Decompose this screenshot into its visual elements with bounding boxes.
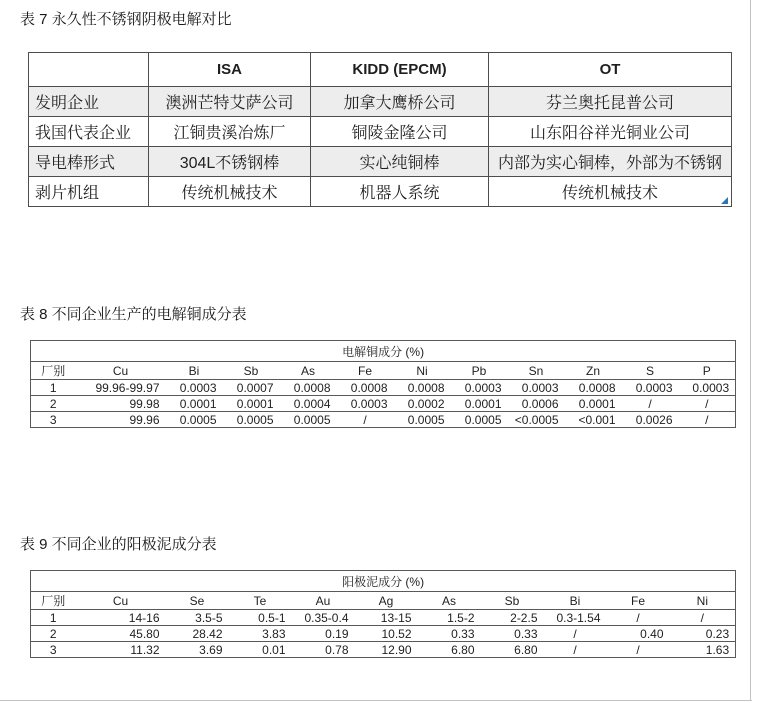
table-cell: 0.33 (481, 626, 544, 642)
table-cell: 剥片机组 (29, 177, 149, 207)
column-header (29, 53, 149, 87)
table-cell: 0.0003 (166, 380, 223, 396)
table-cell: 0.0007 (223, 380, 280, 396)
table-cell: 0.0003 (451, 380, 508, 396)
table-cell: 传统机械技术 (149, 177, 311, 207)
table-cell: 45.80 (76, 626, 166, 642)
column-header: 厂别 (31, 362, 76, 380)
table-cell: 11.32 (76, 642, 166, 658)
page-edge-right (750, 0, 751, 701)
table-cell: 1 (31, 380, 76, 396)
column-header: KIDD (EPCM) (311, 53, 489, 87)
table-cell: 28.42 (166, 626, 229, 642)
table8-host (30, 340, 735, 428)
table-cell: / (607, 610, 670, 626)
table-cell: 0.3-1.54 (544, 610, 607, 626)
table-cell: 0.0003 (679, 380, 736, 396)
span-header-row (31, 571, 736, 592)
table-cell: / (607, 642, 670, 658)
table-cell: 0.0008 (394, 380, 451, 396)
table-cell: 1 (31, 610, 76, 626)
table-cell: 发明企业 (29, 87, 149, 117)
table-row (31, 396, 736, 412)
table-cell: 内部为实心铜棒，外部为不锈钢 (489, 147, 732, 177)
table-cell: 6.80 (481, 642, 544, 658)
column-header: Ag (355, 592, 418, 610)
column-header: Bi (166, 362, 223, 380)
column-header: OT (489, 53, 732, 87)
column-header: Ni (670, 592, 736, 610)
column-header: Zn (565, 362, 622, 380)
table-cell: / (679, 396, 736, 412)
table-cell: 0.0008 (565, 380, 622, 396)
table-cell: 0.0004 (280, 396, 337, 412)
table-row (31, 380, 736, 396)
table7-caption: 表 7 永久性不锈钢阴极电解对比 (20, 11, 232, 28)
table-row (29, 147, 732, 177)
table-cell: 澳洲芒特艾萨公司 (149, 87, 311, 117)
table-cell: <0.001 (565, 412, 622, 428)
table-cell: 10.52 (355, 626, 418, 642)
column-header: Sb (223, 362, 280, 380)
table-cell: 0.0006 (508, 396, 565, 412)
page-edge-bottom (0, 700, 752, 701)
table-cell: 0.0001 (565, 396, 622, 412)
column-header: Cu (76, 362, 166, 380)
table-cell: 0.0003 (337, 396, 394, 412)
table-cell: 3 (31, 642, 76, 658)
table9-host (30, 570, 735, 658)
column-header: 厂别 (31, 592, 76, 610)
column-header: Fe (337, 362, 394, 380)
table-cell: 加拿大鹰桥公司 (311, 87, 489, 117)
table-cell: 0.0005 (223, 412, 280, 428)
table-cell: 0.0005 (280, 412, 337, 428)
span-header-cell: 电解铜成分 (%) (31, 341, 736, 362)
table-cell: 传统机械技术 (489, 177, 732, 207)
table-cell: / (670, 610, 736, 626)
column-header: S (622, 362, 679, 380)
table-resize-handle[interactable] (721, 197, 728, 204)
table-row (29, 87, 732, 117)
table-cell: 0.01 (229, 642, 292, 658)
table-cell: 2 (31, 626, 76, 642)
table-cell: 导电棒形式 (29, 147, 149, 177)
column-header: Pb (451, 362, 508, 380)
table-cell: 0.0003 (508, 380, 565, 396)
table-cell: / (544, 642, 607, 658)
table-cell: / (679, 412, 736, 428)
table-cell: 0.19 (292, 626, 355, 642)
column-header: ISA (149, 53, 311, 87)
table-cell: 14-16 (76, 610, 166, 626)
column-header: Sn (508, 362, 565, 380)
table-cell: 0.0001 (451, 396, 508, 412)
table-cell: 2-2.5 (481, 610, 544, 626)
table-cell: 3.83 (229, 626, 292, 642)
table7-host (28, 52, 731, 207)
column-header: Cu (76, 592, 166, 610)
table-cell: 0.0005 (451, 412, 508, 428)
header-row (31, 592, 736, 610)
column-header: Ni (394, 362, 451, 380)
table-cell: / (622, 396, 679, 412)
header-row (31, 362, 736, 380)
table-row (29, 117, 732, 147)
span-header-row (31, 341, 736, 362)
table-cell: 99.96-99.97 (76, 380, 166, 396)
table-8-electrolytic-copper-composition (30, 340, 736, 428)
column-header: Bi (544, 592, 607, 610)
column-header: As (280, 362, 337, 380)
table-9-anode-slime-composition (30, 570, 736, 658)
table-row (31, 610, 736, 626)
table-cell: 0.0026 (622, 412, 679, 428)
table-cell: 0.0008 (280, 380, 337, 396)
table-cell: 0.0002 (394, 396, 451, 412)
table-cell: 99.96 (76, 412, 166, 428)
table-cell: 0.0005 (394, 412, 451, 428)
table-cell: 2 (31, 396, 76, 412)
column-header: Au (292, 592, 355, 610)
table-cell: <0.0005 (508, 412, 565, 428)
table-cell: 3 (31, 412, 76, 428)
table-cell: 6.80 (418, 642, 481, 658)
table-row (29, 177, 732, 207)
table-cell: 山东阳谷祥光铜业公司 (489, 117, 732, 147)
table-cell: 12.90 (355, 642, 418, 658)
table-row (31, 626, 736, 642)
table-cell: 13-15 (355, 610, 418, 626)
column-header: Sb (481, 592, 544, 610)
table-cell: 铜陵金隆公司 (311, 117, 489, 147)
span-header-cell: 阳极泥成分 (%) (31, 571, 736, 592)
table-cell: 0.40 (607, 626, 670, 642)
table-cell: 0.0003 (622, 380, 679, 396)
table-cell: / (337, 412, 394, 428)
table-cell: / (544, 626, 607, 642)
table-7-cathode-comparison (28, 52, 732, 207)
table-row (31, 642, 736, 658)
table-cell: 1.5-2 (418, 610, 481, 626)
table-cell: 0.5-1 (229, 610, 292, 626)
table-cell: 江铜贵溪冶炼厂 (149, 117, 311, 147)
table-cell: 1.63 (670, 642, 736, 658)
table-cell: 0.0005 (166, 412, 223, 428)
column-header: Te (229, 592, 292, 610)
table-row (31, 412, 736, 428)
table-cell: 3.5-5 (166, 610, 229, 626)
column-header: As (418, 592, 481, 610)
table-cell: 0.0001 (166, 396, 223, 412)
column-header: P (679, 362, 736, 380)
column-header: Fe (607, 592, 670, 610)
table-cell: 我国代表企业 (29, 117, 149, 147)
table-cell: 3.69 (166, 642, 229, 658)
table-cell: 304L不锈钢棒 (149, 147, 311, 177)
table-cell: 0.78 (292, 642, 355, 658)
table8-caption: 表 8 不同企业生产的电解铜成分表 (20, 306, 247, 323)
table-cell: 0.0001 (223, 396, 280, 412)
table-cell: 0.35-0.4 (292, 610, 355, 626)
table-cell: 0.0008 (337, 380, 394, 396)
table9-caption: 表 9 不同企业的阳极泥成分表 (20, 536, 217, 553)
table-cell: 实心纯铜棒 (311, 147, 489, 177)
column-header: Se (166, 592, 229, 610)
table-cell: 芬兰奥托昆普公司 (489, 87, 732, 117)
table-cell: 0.23 (670, 626, 736, 642)
table-cell: 机器人系统 (311, 177, 489, 207)
table-cell: 99.98 (76, 396, 166, 412)
header-row (29, 53, 732, 87)
table-cell: 0.33 (418, 626, 481, 642)
